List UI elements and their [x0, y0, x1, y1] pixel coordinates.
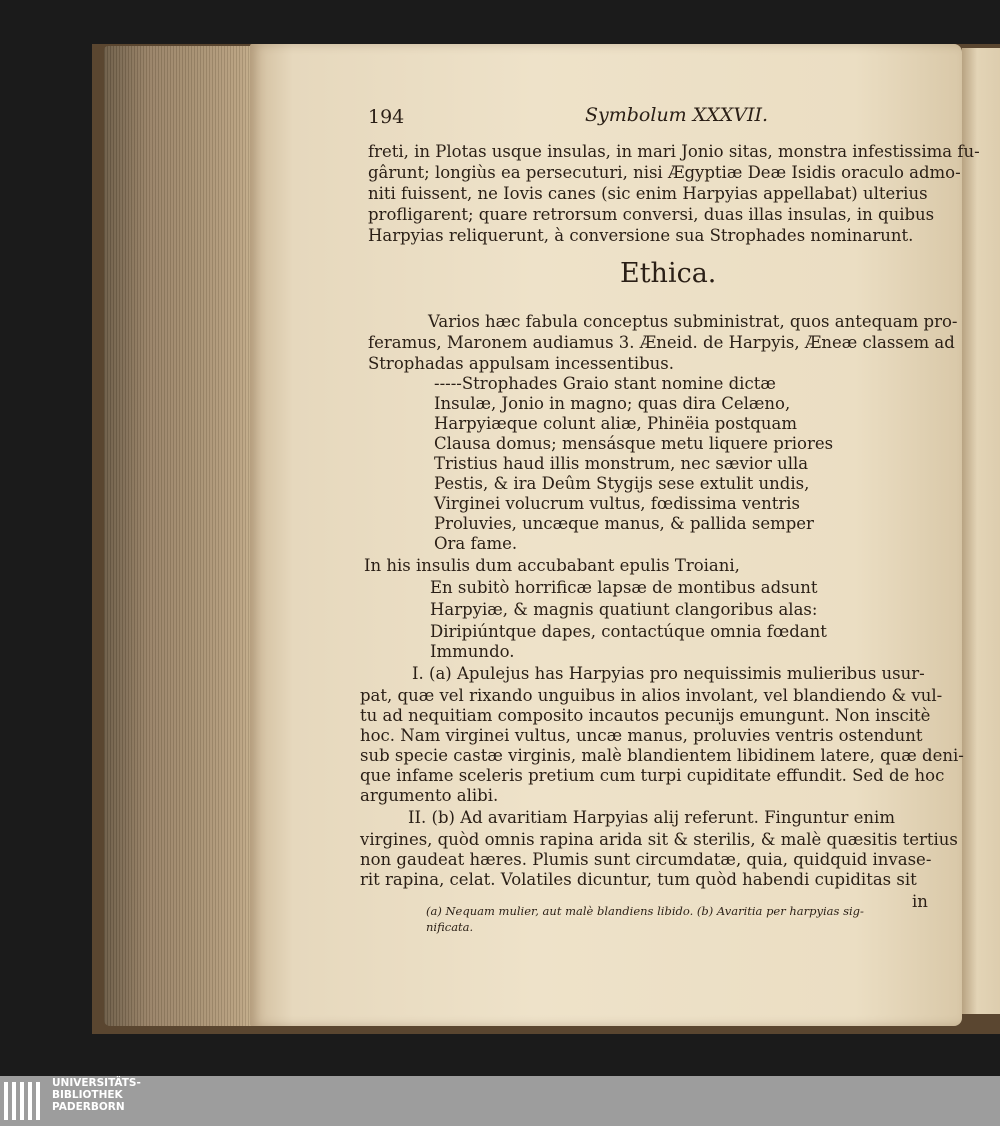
text-line: freti, in Plotas usque insulas, in mari Jonio sitas, monstra infestissima fu-: [368, 142, 980, 161]
page-number: 194: [368, 106, 405, 128]
text-line: sub specie castæ virginis, malè blandientem libidinem latere, quæ deni-: [360, 746, 964, 765]
text-line: II. (b) Ad avaritiam Harpyias alij referunt. Finguntur enim: [408, 808, 895, 827]
text-line: hoc. Nam virginei vultus, uncæ manus, proluvies ventris ostendunt: [360, 726, 923, 745]
footnote-line: (a) Nequam mulier, aut malè blandiens libido. (b) Avaritia per harpyias sig-: [426, 904, 864, 918]
verse-line: Immundo.: [430, 642, 515, 661]
library-name-line: BIBLIOTHEK: [52, 1089, 123, 1101]
text-line: profligarent; quare retrorsum conversi, duas illas insulas, in quibus: [368, 205, 935, 224]
text-line: I. (a) Apulejus has Harpyias pro nequissimis mulieribus usur-: [412, 664, 925, 683]
verse-line: Harpyiæ, & magnis quatiunt clangoribus alas:: [430, 600, 818, 619]
text-line: rit rapina, celat. Volatiles dicuntur, tum quòd habendi cupiditas sit: [360, 870, 917, 889]
verse-line: Proluvies, uncæque manus, & pallida semper: [434, 514, 814, 533]
footnote-line: nificata.: [426, 920, 474, 934]
text-line: pat, quæ vel rixando unguibus in alios involant, vel blandiendo & vul-: [360, 686, 943, 705]
running-title: Symbolum XXXVII.: [585, 104, 769, 126]
verse-line: Virginei volucrum vultus, fœdissima ventris: [434, 494, 800, 513]
page-edges: [104, 46, 264, 1026]
verse-line: Diripiúntque dapes, contactúque omnia fœdant: [430, 622, 827, 641]
text-line: tu ad nequitiam composito incautos pecunijs emungunt. Non inscitè: [360, 706, 931, 725]
text-line: non gaudeat hæres. Plumis sunt circumdatæ, quia, quidquid invase-: [360, 850, 932, 869]
library-name: [52, 1077, 141, 1113]
library-logo-icon: [4, 1082, 44, 1120]
text-line: gârunt; longiùs ea persecuturi, nisi Ægyptiæ Deæ Isidis oraculo admo-: [368, 163, 961, 182]
text-line: niti fuissent, ne Iovis canes (sic enim Harpyias appellabat) ulterius: [368, 184, 928, 203]
text-line: Varios hæc fabula conceptus subministrat, quos antequam pro-: [428, 312, 958, 331]
text-line: argumento alibi.: [360, 786, 499, 805]
verse-line: Ora fame.: [434, 534, 518, 553]
text-line: In his insulis dum accubabant epulis Troiani,: [364, 556, 740, 575]
text-line: virgines, quòd omnis rapina arida sit & sterilis, & malè quæsitis tertius: [360, 830, 958, 849]
verse-line: Tristius haud illis monstrum, nec sævior ulla: [434, 454, 809, 473]
catchword: in: [912, 892, 928, 911]
library-footer: [0, 1076, 1000, 1126]
facing-page-edge: [962, 48, 1000, 1014]
verse-line: Insulæ, Jonio in magno; quas dira Celæno,: [434, 394, 791, 413]
section-heading: Ethica.: [620, 258, 717, 289]
text-line: feramus, Maronem audiamus 3. Æneid. de Harpyis, Æneæ classem ad: [368, 333, 955, 352]
text-line: Harpyias reliquerunt, à conversione sua Strophades nominarunt.: [368, 226, 914, 245]
verse-line: -----Strophades Graio stant nomine dictæ: [434, 374, 776, 393]
verse-line: Pestis, & ira Deûm Stygijs sese extulit undis,: [434, 474, 810, 493]
text-line: Strophadas appulsam incessentibus.: [368, 354, 674, 373]
verse-line: Clausa domus; mensásque metu liquere priores: [434, 434, 834, 453]
text-line: que infame sceleris pretium cum turpi cupiditate effundit. Sed de hoc: [360, 766, 945, 785]
library-name-line: PADERBORN: [52, 1101, 125, 1113]
verse-line: En subitò horrificæ lapsæ de montibus adsunt: [430, 578, 818, 597]
verse-line: Harpyiæque colunt aliæ, Phinëia postquam: [434, 414, 797, 433]
library-name-line: UNIVERSITÄTS-: [52, 1077, 141, 1089]
